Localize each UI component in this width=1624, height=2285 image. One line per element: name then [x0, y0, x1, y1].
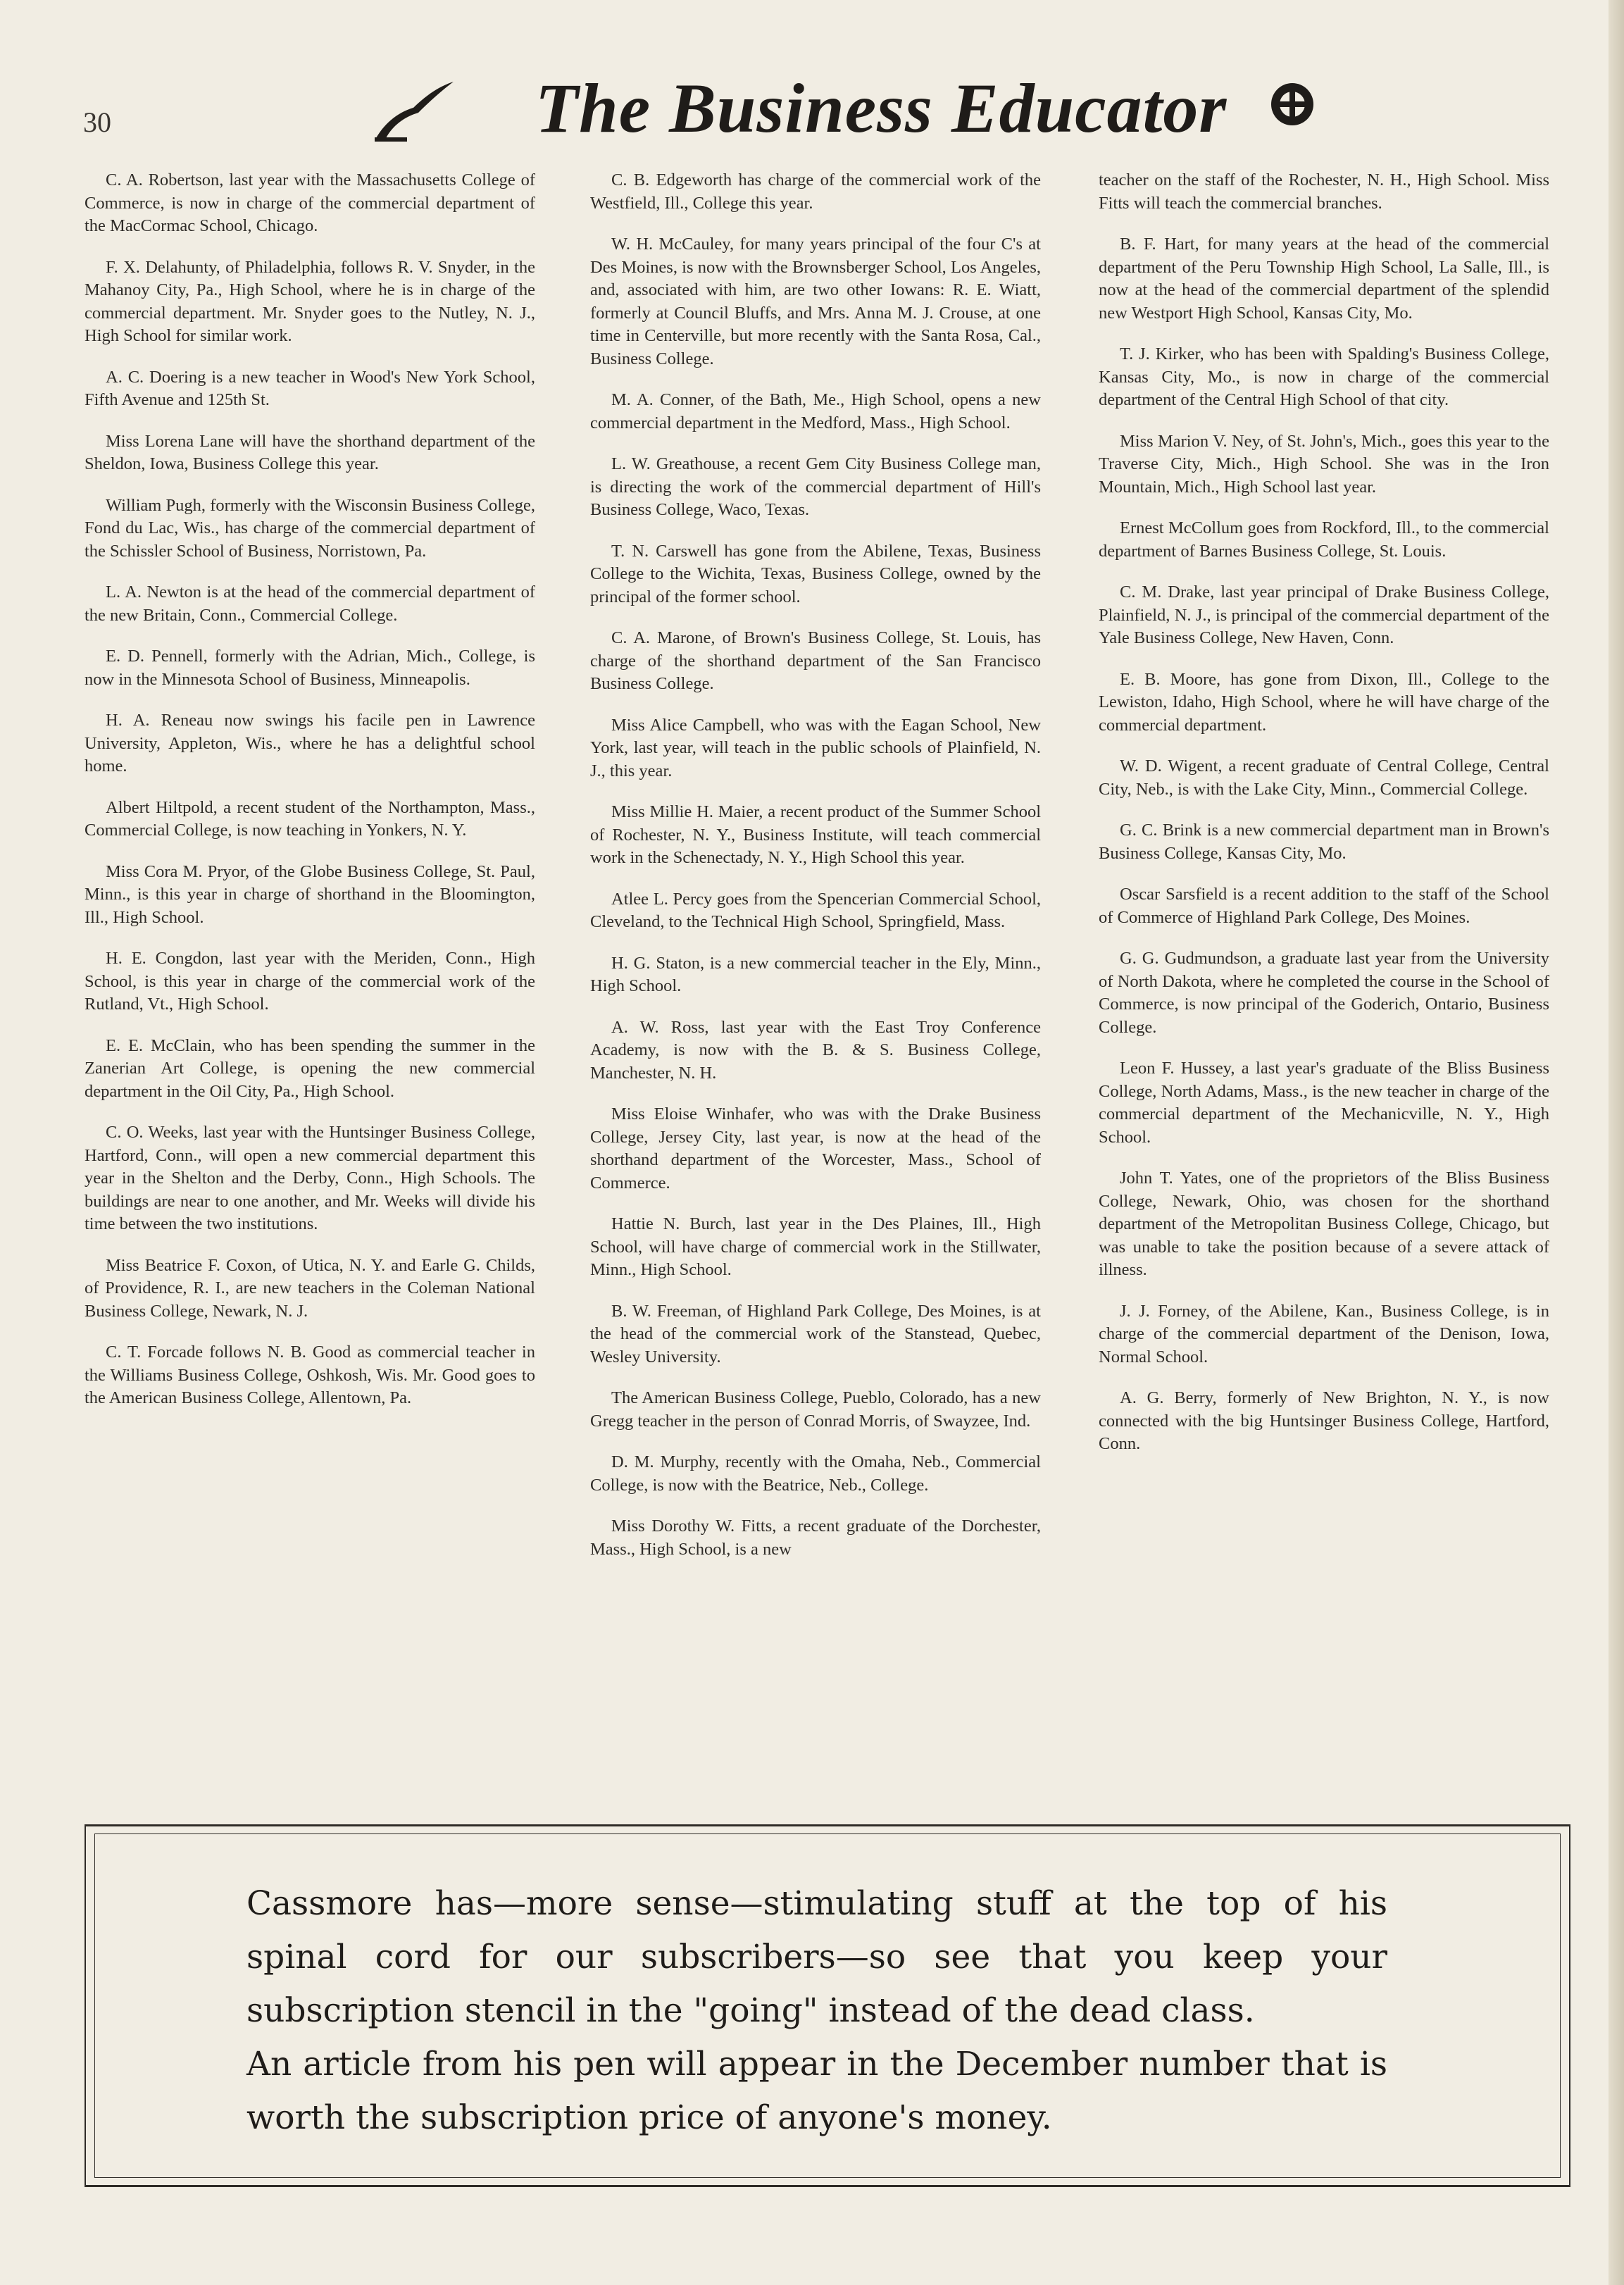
news-item: Miss Cora M. Pryor, of the Globe Business College, St. Paul, Minn., is this year in charge of shorthand in the Bloomington, Ill., High School. — [85, 861, 535, 927]
news-item: Hattie N. Burch, last year in the Des Plaines, Ill., High School, will have charge of commercial work in the Stillwater, Minn., High School. — [590, 1214, 1041, 1279]
notice-paragraph: An article from his pen will appear in the December number that is worth the subscription price of anyone's money. — [246, 2045, 1387, 2137]
news-item: Miss Eloise Winhafer, who was with the Drake Business College, Jersey City, last year, is now at the head of the shorthand department of the Worcester, Mass., School of Commerce. — [590, 1104, 1041, 1193]
news-item: A. G. Berry, formerly of New Brighton, N. Y., is now connected with the big Huntsinger Business College, Hartford, Conn. — [1099, 1388, 1549, 1453]
news-item: E. D. Pennell, formerly with the Adrian, Mich., College, is now in the Minnesota School of Business, Minneapolis. — [85, 647, 535, 689]
news-item: The American Business College, Pueblo, Colorado, has a new Gregg teacher in the person of Conrad Morris, of Swayzee, Ind. — [590, 1388, 1041, 1431]
news-item: Oscar Sarsfield is a recent addition to the staff of the School of Commerce of Highland Park College, Des Moines. — [1099, 885, 1549, 927]
news-item: C. A. Marone, of Brown's Business College, St. Louis, has charge of the shorthand department of the San Francisco Business College. — [590, 628, 1041, 693]
news-item: J. J. Forney, of the Abilene, Kan., Business College, is in charge of the commercial department of the Denison, Iowa, Normal School. — [1099, 1301, 1549, 1366]
news-item: A. C. Doering is a new teacher in Wood's New York School, Fifth Avenue and 125th St. — [85, 367, 535, 409]
news-item: A. W. Ross, last year with the East Troy Conference Academy, is now with the B. & S. Business College, Manchester, N. H. — [590, 1017, 1041, 1083]
news-item: John T. Yates, one of the proprietors of the Bliss Business College, Newark, Ohio, was chosen for the shorthand department of the Metropolitan Business College, Chicago, but was unable to take the position because of a severe attack of illness. — [1099, 1169, 1549, 1279]
news-item: B. W. Freeman, of Highland Park College, Des Moines, is at the head of the commercial work of the Stanstead, Quebec, Wesley University. — [590, 1301, 1041, 1366]
news-item: B. F. Hart, for many years at the head of the commercial department of the Peru Township High School, La Salle, Ill., is now at the head of the commercial department of the splendid new Westport High School, Kansas City, Mo. — [1099, 235, 1549, 323]
news-item: L. A. Newton is at the head of the commercial department of the new Britain, Conn., Commercial College. — [85, 583, 535, 625]
news-item: C. B. Edgeworth has charge of the commercial work of the Westfield, Ill., College this year. — [590, 170, 1041, 213]
news-item: W. D. Wigent, a recent graduate of Central College, Central City, Neb., is with the Lake City, Minn., Commercial College. — [1099, 757, 1549, 799]
news-item: Atlee L. Percy goes from the Spencerian Commercial School, Cleveland, to the Technical High School, Springfield, Mass. — [590, 889, 1041, 931]
masthead-title: The Business Educator — [535, 69, 1228, 147]
page-number: 30 — [83, 106, 111, 138]
news-item: Miss Alice Campbell, who was with the Eagan School, New York, last year, will teach in the public schools of Plainfield, N. J., this year. — [590, 715, 1041, 780]
news-item: Miss Marion V. Ney, of St. John's, Mich., goes this year to the Traverse City, Mich., High School. She was in the Iron Mountain, Mich., High School last year. — [1099, 431, 1549, 497]
notice-paragraph: Cassmore has—more sense—stimulating stuff at the top of his spinal cord for our subscribers—so see that you keep your subscription stencil in the "going" instead of the dead class. — [246, 1884, 1387, 2030]
news-item: Miss Lorena Lane will have the shorthand department of the Sheldon, Iowa, Business College this year. — [85, 431, 535, 473]
news-item: Miss Beatrice F. Coxon, of Utica, N. Y. and Earle G. Childs, of Providence, R. I., are new teachers in the Coleman National Business College, Newark, N. J. — [85, 1255, 535, 1321]
news-item: H. G. Staton, is a new commercial teacher in the Ely, Minn., High School. — [590, 953, 1041, 995]
news-item: C. M. Drake, last year principal of Drake Business College, Plainfield, N. J., is principal of the commercial department of the Yale Business College, New Haven, Conn. — [1099, 583, 1549, 647]
news-item: E. E. McClain, who has been spending the summer in the Zanerian Art College, is opening the new commercial department in the Oil City, Pa., High School. — [85, 1035, 535, 1101]
news-item: M. A. Conner, of the Bath, Me., High School, opens a new commercial department in the Medford, Mass., High School. — [590, 390, 1041, 432]
news-item: Miss Millie H. Maier, a recent product of the Summer School of Rochester, N. Y., Business Institute, will teach commercial work in the Schenectady, N. Y., High School this year. — [590, 802, 1041, 867]
news-item: Albert Hiltpold, a recent student of the Northampton, Mass., Commercial College, is now teaching in Yonkers, N. Y. — [85, 797, 535, 840]
emblem-icon — [1264, 76, 1320, 132]
news-item: W. H. McCauley, for many years principal of the four C's at Des Moines, is now with the Brownsberger School, Los Angeles, and, associated with him, are two other Iowans: R. E. Wiatt, formerly at Council Bluffs, and Mrs. Anna M. J. Crouse, at one time in Centerville, but more recently with the Santa Rosa, Cal., Business College. — [590, 235, 1041, 368]
news-column-3 — [1099, 169, 1549, 1474]
news-item: H. E. Congdon, last year with the Meriden, Conn., High School, is this year in charge of the commercial work of the Rutland, Vt., High School. — [85, 949, 535, 1014]
news-item: Ernest McCollum goes from Rockford, Ill., to the commercial department of Barnes Business College, St. Louis. — [1099, 518, 1549, 561]
news-item: C. T. Forcade follows N. B. Good as commercial teacher in the Williams Business College, Oshkosh, Wis. Mr. Good goes to the American Business College, Allentown, Pa. — [85, 1343, 535, 1407]
news-column-1 — [85, 169, 535, 1428]
news-item: William Pugh, formerly with the Wisconsin Business College, Fond du Lac, Wis., has charge of the commercial department of the Schissler School of Business, Norristown, Pa. — [85, 495, 535, 561]
news-item: C. O. Weeks, last year with the Huntsinger Business College, Hartford, Conn., will open a new commercial department this year in the Shelton and the Derby, Conn., High Schools. The buildings are near to one another, and Mr. Weeks will divide his time between the two institutions. — [85, 1123, 535, 1233]
news-item: F. X. Delahunty, of Philadelphia, follows R. V. Snyder, in the Mahanoy City, Pa., High School, where he is in charge of the commercial department. Mr. Snyder goes to the Nutley, N. J., High School for similar work. — [85, 257, 535, 345]
news-item: L. W. Greathouse, a recent Gem City Business College man, is directing the work of the commercial department of Hill's Business College, Waco, Texas. — [590, 454, 1041, 519]
news-item: C. A. Robertson, last year with the Massachusetts College of Commerce, is now in charge of the commercial department of the MacCormac School, Chicago. — [85, 170, 535, 235]
news-item: T. N. Carswell has gone from the Abilene, Texas, Business College to the Wichita, Texas, Business College, owned by the principal of the former school. — [590, 541, 1041, 606]
news-item: D. M. Murphy, recently with the Omaha, Neb., Commercial College, is now with the Beatrice, Neb., College. — [590, 1452, 1041, 1495]
news-item-continued: teacher on the staff of the Rochester, N. H., High School. Miss Fitts will teach the commercial branches. — [1099, 170, 1549, 213]
news-item: G. C. Brink is a new commercial department man in Brown's Business College, Kansas City, Mo. — [1099, 821, 1549, 863]
news-item: Miss Dorothy W. Fitts, a recent graduate of the Dorchester, Mass., High School, is a new — [590, 1517, 1041, 1559]
news-item: Leon F. Hussey, a last year's graduate of the Bliss Business College, North Adams, Mass., is the new teacher in charge of the commercial department of the Mechanicville, N. Y., High School. — [1099, 1059, 1549, 1147]
quill-pen-icon — [372, 79, 456, 142]
news-column-2 — [590, 169, 1041, 1579]
subscription-notice — [246, 1877, 1387, 2145]
news-item: H. A. Reneau now swings his facile pen in Lawrence University, Appleton, Wis., where he has a delightful school home. — [85, 711, 535, 776]
page-edge — [1609, 0, 1624, 2285]
news-item: E. B. Moore, has gone from Dixon, Ill., College to the Lewiston, Idaho, High School, where he will have charge of the commercial department. — [1099, 669, 1549, 735]
news-item: G. G. Gudmundson, a graduate last year from the University of North Dakota, where he completed the course in the School of Commerce, is now principal of the Goderich, Ontario, Business College. — [1099, 949, 1549, 1037]
news-item: T. J. Kirker, who has been with Spalding's Business College, Kansas City, Mo., is now in charge of the commercial department of the Central High School of that city. — [1099, 344, 1549, 409]
